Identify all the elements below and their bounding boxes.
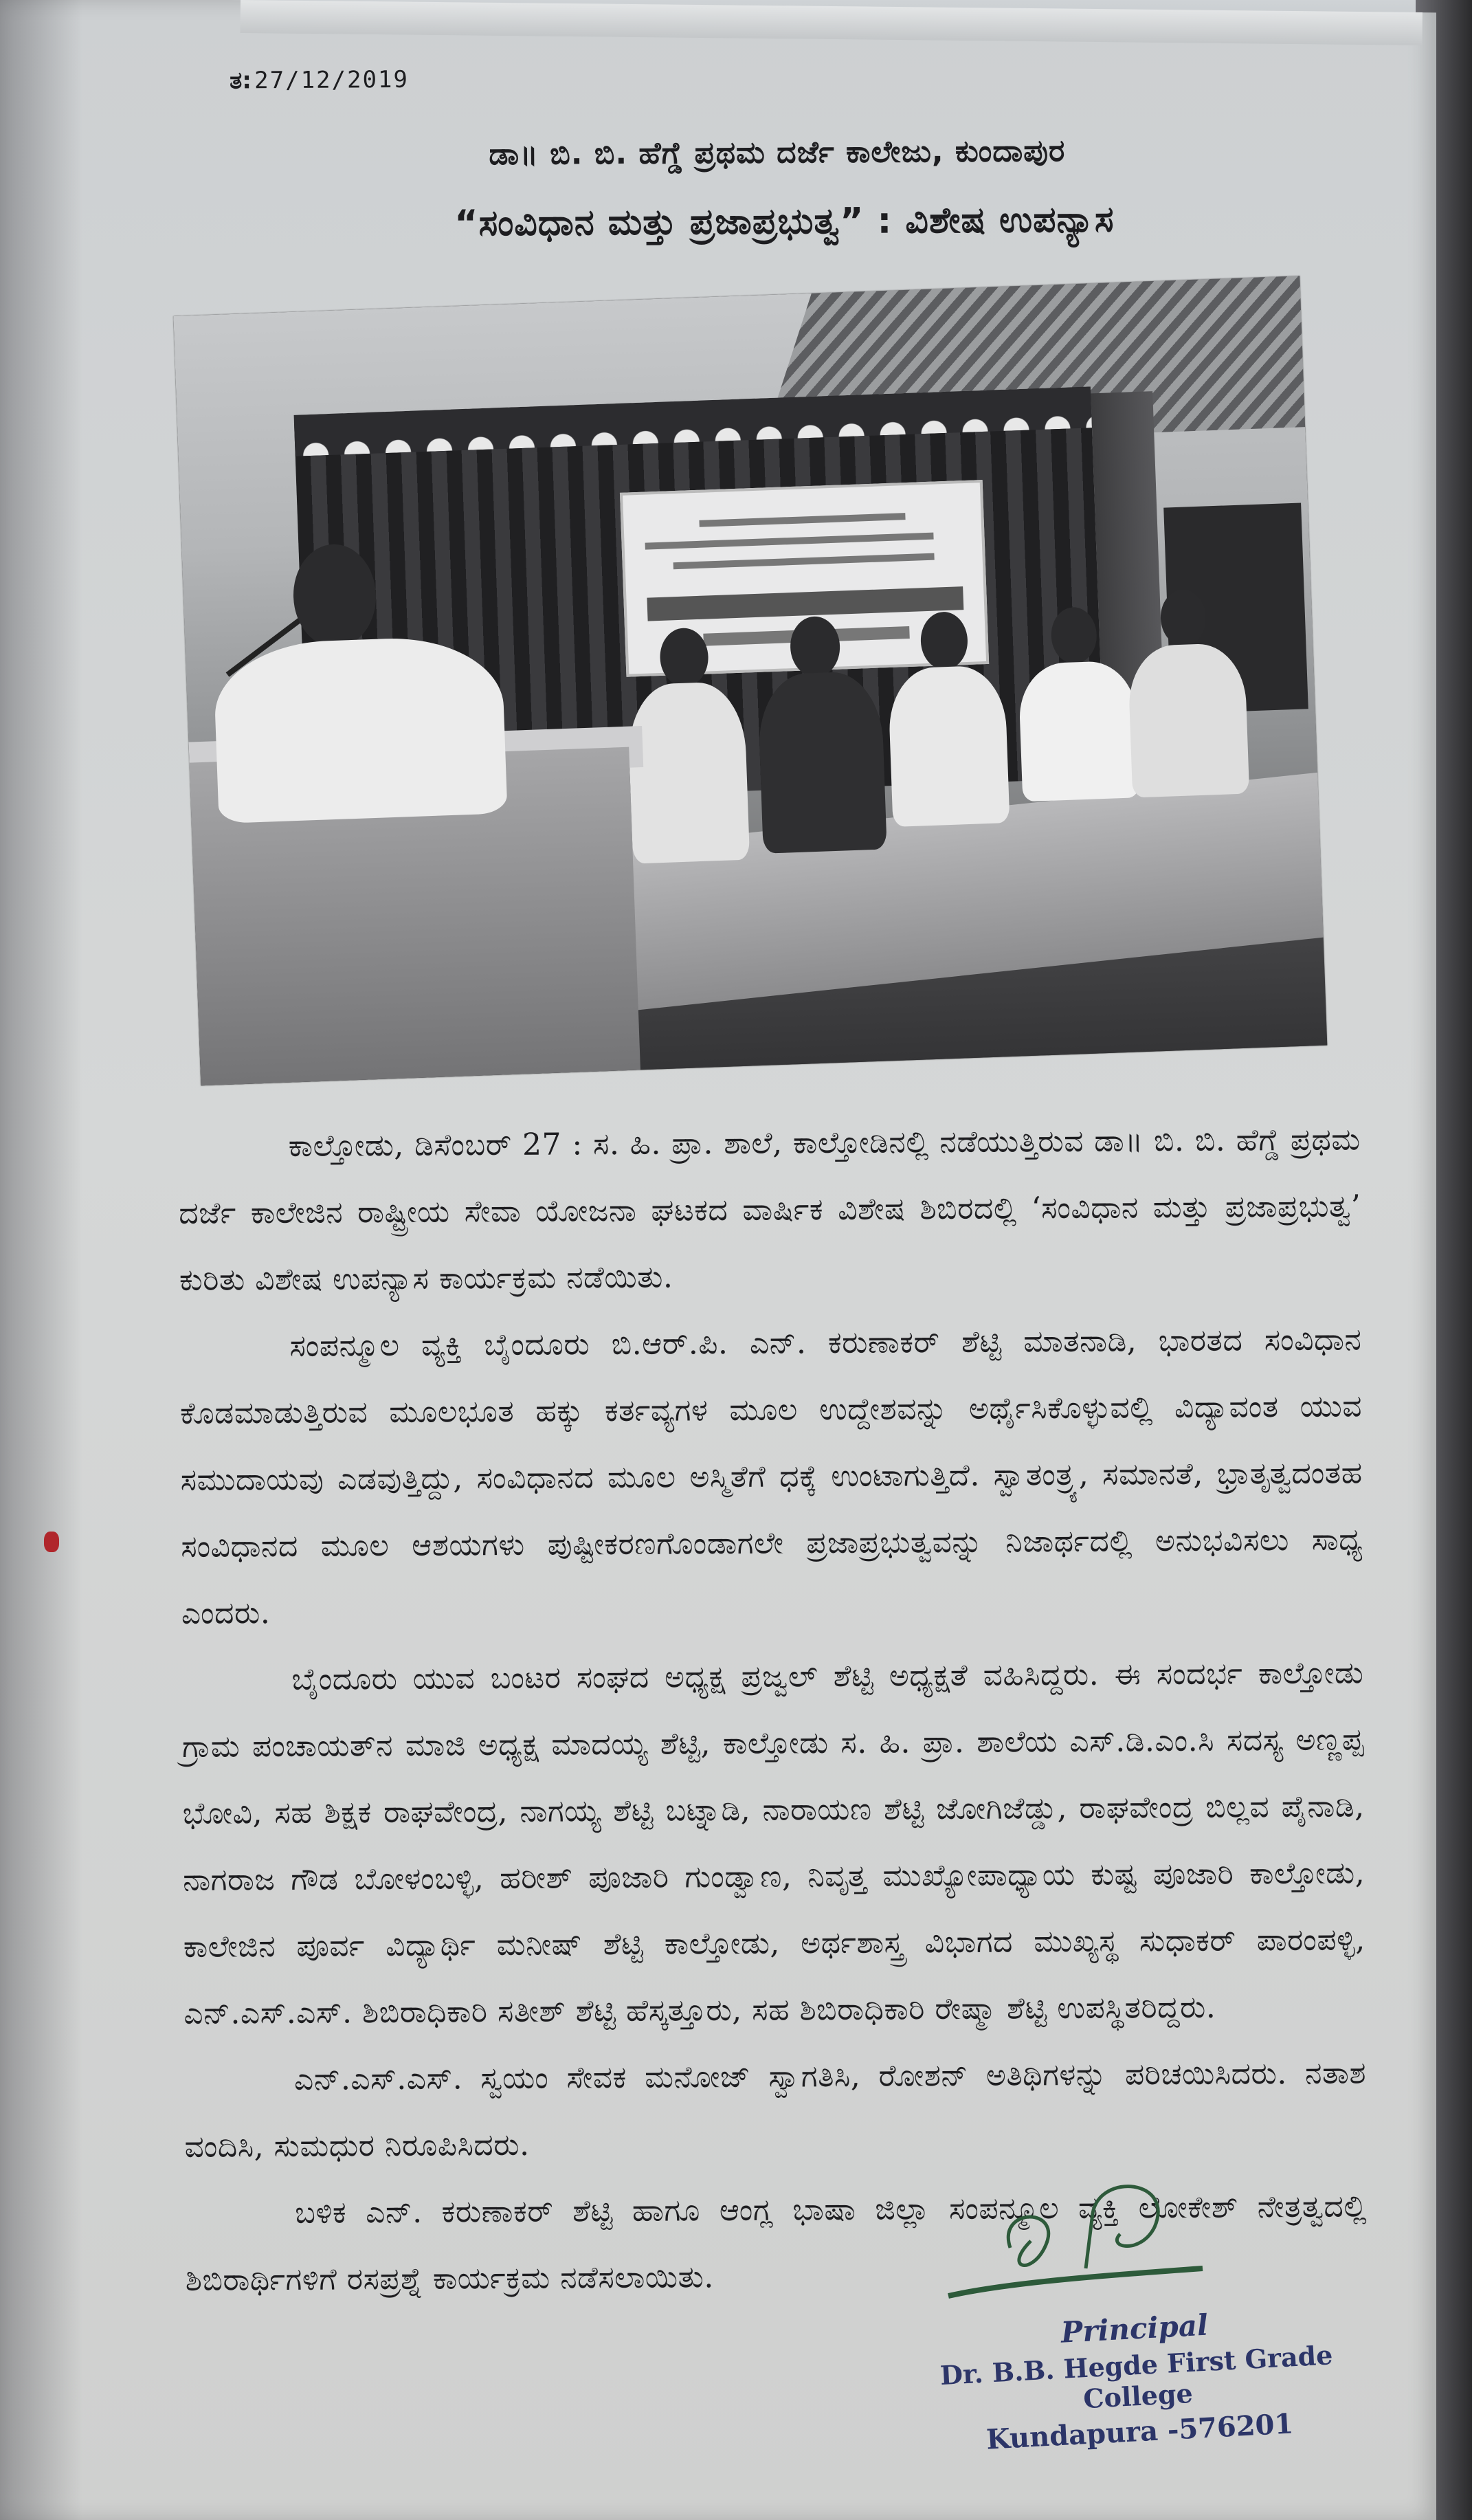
stamp-role: Principal [1060, 2308, 1209, 2350]
stamp-address: Kundapura -576201 [985, 2407, 1295, 2456]
principal-signature [928, 2165, 1216, 2323]
event-photo [173, 276, 1327, 1085]
article-paragraph: ಸಂಪನ್ಮೂಲ ವ್ಯಕ್ತಿ ಬೈಂದೂರು ಬಿ.ಆರ್.ಪಿ. ಎನ್. ಕರುಣಾಕರ್ ಶೆಟ್ಟಿ ಮಾತನಾಡಿ, ಭಾರತದ ಸಂವಿಧಾನ ಕೊಡಮಾಡುತ್ತಿರುವ ಮೂಲಭೂತ ಹಕ್ಕು ಕರ್ತವ್ಯಗಳ ಮೂಲ ಉದ್ದೇಶವನ್ನು ಅರ್ಥೈಸಿಕೊಳ್ಳುವಲ್ಲಿ ವಿದ್ಯಾವಂತ ಯುವ ಸಮುದಾಯವು ಎಡವುತ್ತಿದ್ದು, ಸಂವಿಧಾನದ ಮೂಲ ಅಸ್ಮಿತೆಗೆ ಧಕ್ಕೆ ಉಂಟಾಗುತ್ತಿದೆ. ಸ್ವಾತಂತ್ರ್ಯ, ಸಮಾನತೆ, ಭ್ರಾತೃತ್ವದಂತಹ ಸಂವಿಧಾನದ ಮೂಲ ಆಶಯಗಳು ಪುಷ್ಟೀಕರಣಗೊಂಡಾಗಲೇ ಪ್ರಜಾಪ್ರಭುತ್ವವನ್ನು ನಿಜಾರ್ಥದಲ್ಲಿ ಅನುಭವಿಸಲು ಸಾಧ್ಯ ಎಂದರು. [179, 1322, 1363, 1631]
article-paragraph: ಬಳಿಕ ಎನ್. ಕರುಣಾಕರ್ ಶೆಟ್ಟಿ ಹಾಗೂ ಆಂಗ್ಲ ಭಾಷಾ ಜಿಲ್ಲಾ ಸಂಪನ್ಮೂಲ ವ್ಯಕ್ತಿ ಲೋಕೇಶ್ ನೇತ್ರತ್ವದಲ್ಲಿ ಶಿಬಿರಾರ್ಥಿಗಳಿಗೆ ರಸಪ್ರಶ್ನೆ ಕಾರ್ಯಕ್ರಮ ನಡೆಸಲಾಯಿತು. [185, 2189, 1368, 2298]
college-heading: ಡಾ॥ ಬಿ. ಬಿ. ಹೆಗ್ಡೆ ಪ್ರಥಮ ದರ್ಜೆ ಕಾಲೇಜು, ಕುಂದಾಪುರ [489, 133, 1066, 173]
date-prefix-mark: ತ: [230, 67, 252, 95]
event-title: “ಸಂವಿಧಾನ ಮತ್ತು ಪ್ರಜಾಪ್ರಭುತ್ವ” : ವಿಶೇಷ ಉಪನ್ಯಾಸ [454, 199, 1115, 245]
binding-thread-mark [44, 1532, 59, 1552]
binding-gutter [0, 0, 82, 2520]
article-paragraph: ಕಾಲ್ತೋಡು, ಡಿಸೆಂಬರ್ 27 : ಸ. ಹಿ. ಪ್ರಾ. ಶಾಲೆ, ಕಾಲ್ತೋಡಿನಲ್ಲಿ ನಡೆಯುತ್ತಿರುವ ಡಾ॥ ಬಿ. ಬಿ. ಹೆಗ್ಡೆ ಪ್ರಥಮ ದರ್ಜೆ ಕಾಲೇಜಿನ ರಾಷ್ಟ್ರೀಯ ಸೇವಾ ಯೋಜನಾ ಘಟಕದ ವಾರ್ಷಿಕ ವಿಶೇಷ ಶಿಬಿರದಲ್ಲಿ ‘ಸಂವಿಧಾನ ಮತ್ತು ಪ್ರಜಾಪ್ರಭುತ್ವ’ ಕುರಿತು ವಿಶೇಷ ಉಪನ್ಯಾಸ ಕಾರ್ಯಕ್ರಮ ನಡೆಯಿತು. [179, 1122, 1361, 1298]
article-paragraph: ಬೈಂದೂರು ಯುವ ಬಂಟರ ಸಂಘದ ಅಧ್ಯಕ್ಷ ಪ್ರಜ್ವಲ್ ಶೆಟ್ಟಿ ಅಧ್ಯಕ್ಷತೆ ವಹಿಸಿದ್ದರು. ಈ ಸಂದರ್ಭ ಕಾಲ್ತೋಡು ಗ್ರಾಮ ಪಂಚಾಯತ್‌ನ ಮಾಜಿ ಅಧ್ಯಕ್ಷ ಮಾದಯ್ಯ ಶೆಟ್ಟಿ, ಕಾಲ್ತೋಡು ಸ. ಹಿ. ಪ್ರಾ. ಶಾಲೆಯ ಎಸ್.ಡಿ.ಎಂ.ಸಿ ಸದಸ್ಯ ಅಣ್ಣಪ್ಪ ಭೋವಿ, ಸಹ ಶಿಕ್ಷಕ ರಾಘವೇಂದ್ರ, ನಾಗಯ್ಯ ಶೆಟ್ಟಿ ಬಟ್ನಾಡಿ, ನಾರಾಯಣ ಶೆಟ್ಟಿ ಜೋಗಿಜೆಡ್ಡು, ರಾಘವೇಂದ್ರ ಬಿಲ್ಲವ ಪೈನಾಡಿ, ನಾಗರಾಜ ಗೌಡ ಬೋಳಂಬಳ್ಳಿ, ಹರೀಶ್ ಪೂಜಾರಿ ಗುಂಡ್ವಾಣ, ನಿವೃತ್ತ ಮುಖ್ಯೋಪಾಧ್ಯಾಯ ಕುಷ್ಟ ಪೂಜಾರಿ ಕಾಲ್ತೋಡು, ಕಾಲೇಜಿನ ಪೂರ್ವ ವಿದ್ಯಾರ್ಥಿ ಮನೀಷ್ ಶೆಟ್ಟಿ ಕಾಲ್ತೋಡು, ಅರ್ಥಶಾಸ್ತ್ರ ವಿಭಾಗದ ಮುಖ್ಯಸ್ಥ ಸುಧಾಕರ್ ಪಾರಂಪಳ್ಳಿ, ಎನ್.ಎಸ್.ಎಸ್. ಶಿಬಿರಾಧಿಕಾರಿ ಸತೀಶ್ ಶೆಟ್ಟಿ ಹೆಸ್ಕತ್ತೂರು, ಸಹ ಶಿಬಿರಾಧಿಕಾರಿ ರೇಷ್ಮಾ ಶೆಟ್ಟಿ ಉಪಸ್ಥಿತರಿದ್ದರು. [181, 1655, 1365, 2031]
college-seal-stamp [914, 2301, 1360, 2460]
stamp-college-name: Dr. B.B. Hegde First Grade College [939, 2339, 1334, 2415]
article-paragraph: ಎನ್.ಎಸ್.ಎಸ್. ಸ್ವಯಂ ಸೇವಕ ಮನೋಜ್ ಸ್ವಾಗತಿಸಿ, ರೋಶನ್ ಅತಿಥಿಗಳನ್ನು ಪರಿಚಯಿಸಿದರು. ನತಾಶ ವಂದಿಸಿ, ಸುಮಧುರ ನಿರೂಪಿಸಿದರು. [184, 2055, 1367, 2165]
article-body [178, 1106, 1368, 2313]
page-date: 27/12/2019 [254, 65, 410, 95]
